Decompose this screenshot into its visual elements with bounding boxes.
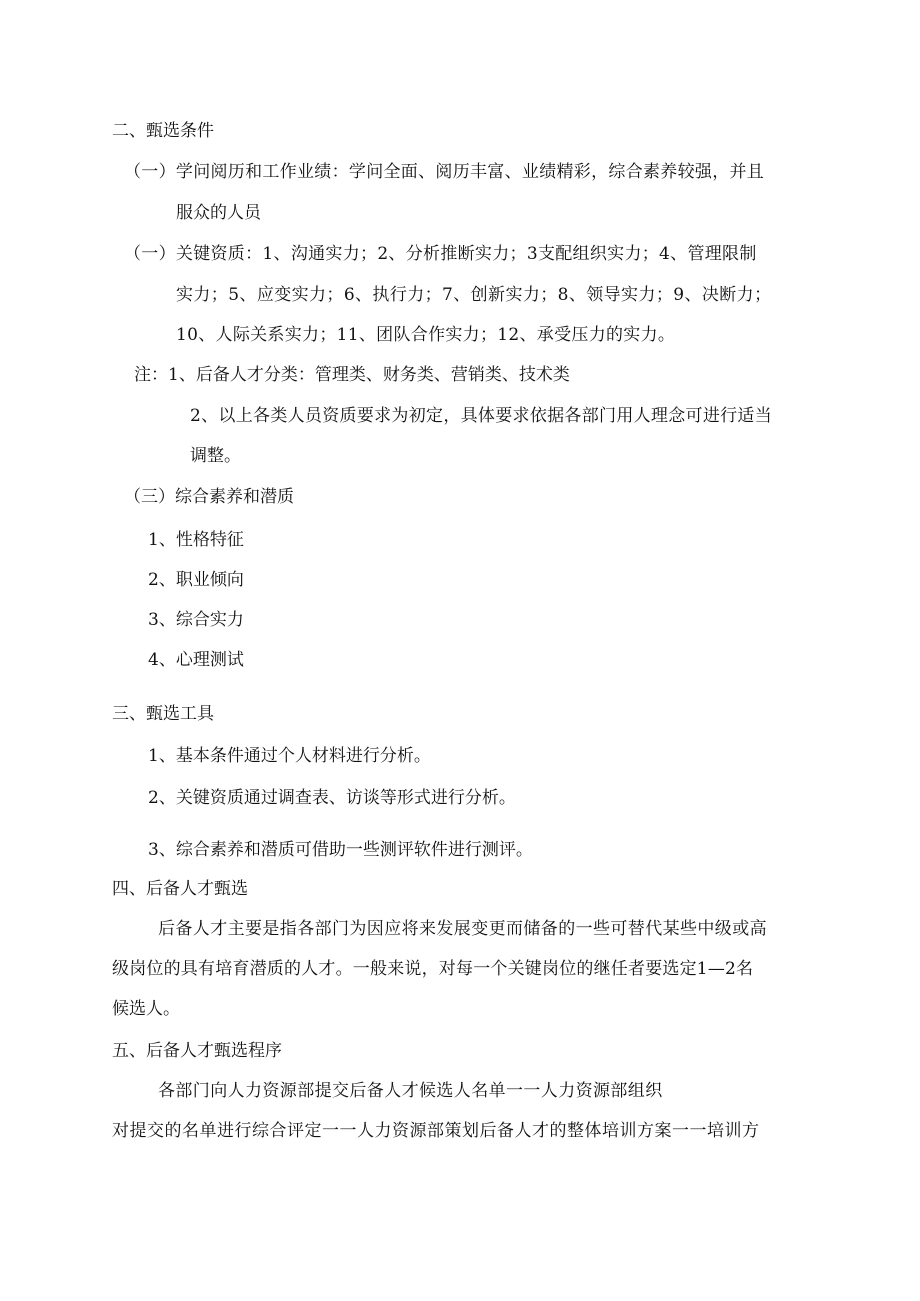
section-heading-selection-procedure: 五、后备人才甄选程序 <box>112 1041 282 1061</box>
quality-point-item: 3、综合实力 <box>148 610 244 630</box>
tool-item: 2、关键资质通过调查表、访谈等形式进行分析。 <box>148 788 516 808</box>
section-heading-selection-criteria: 二、甄选条件 <box>112 121 214 141</box>
reserve-talent-paragraph-line-1: 后备人才主要是指各部门为因应将来发展变更而储备的一些可替代某些中级或高 <box>158 919 767 939</box>
reserve-talent-paragraph-line-3: 候选人。 <box>112 999 180 1019</box>
quality-point-item: 2、职业倾向 <box>148 570 244 590</box>
reserve-talent-paragraph-line-2: 级岗位的具有培育潜质的人才。一般来说，对每一个关键岗位的继任者要选定1—2名 <box>112 959 754 979</box>
criteria-key-qualities-line-1: （一）关键资质：1、沟通实力；2、分析推断实力；3支配组织实力；4、管理限制 <box>124 244 757 264</box>
criteria-key-qualities-line-2: 实力；5、应变实力；6、执行力；7、创新实力；8、领导实力；9、决断力； <box>176 285 772 305</box>
section-heading-selection-tools: 三、甄选工具 <box>112 704 214 724</box>
note-line-3: 调整。 <box>190 446 241 466</box>
criteria-quality-potential-heading: （三）综合素养和潜质 <box>124 487 294 507</box>
tool-item: 3、综合素养和潜质可借助一些测评软件进行测评。 <box>148 840 533 860</box>
procedure-paragraph-line-2: 对提交的名单进行综合评定一一人力资源部策划后备人才的整体培训方案一一培训方 <box>112 1121 760 1141</box>
procedure-paragraph-line-1: 各部门向人力资源部提交后备人才候选人名单一一人力资源部组织 <box>158 1081 663 1101</box>
tool-item: 1、基本条件通过个人材料进行分析。 <box>148 746 431 766</box>
criteria-knowledge-line-1: （一）学问阅历和工作业绩：学问全面、阅历丰富、业绩精彩，综合素养较强，并且 <box>124 162 765 182</box>
criteria-key-qualities-line-3: 10、人际关系实力；11、团队合作实力；12、承受压力的实力。 <box>176 325 676 345</box>
note-line-2: 2、以上各类人员资质要求为初定，具体要求依据各部门用人理念可进行适当 <box>190 406 773 426</box>
quality-point-item: 4、心理测试 <box>148 650 244 670</box>
criteria-knowledge-line-2: 服众的人员 <box>176 203 261 223</box>
section-heading-reserve-talent-selection: 四、后备人才甄选 <box>112 879 248 899</box>
quality-point-item: 1、性格特征 <box>148 530 244 550</box>
note-line-1: 注：1、后备人才分类：管理类、财务类、营销类、技术类 <box>134 365 570 385</box>
